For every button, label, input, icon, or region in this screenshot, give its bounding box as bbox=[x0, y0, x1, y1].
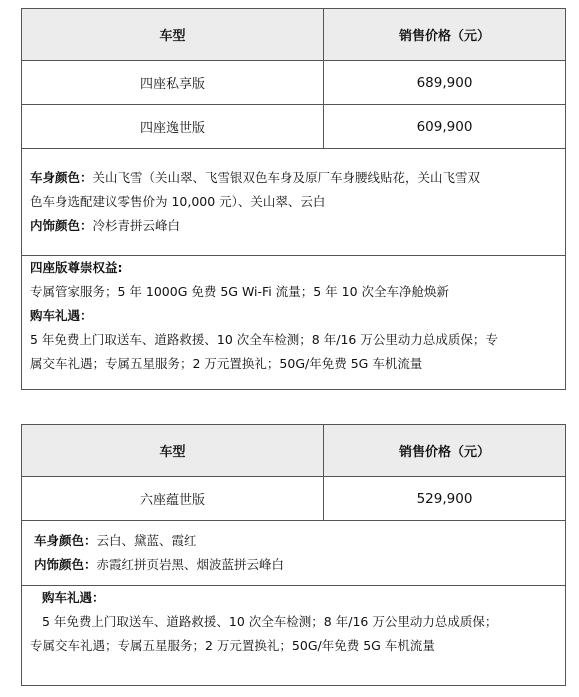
table-header-row bbox=[22, 9, 565, 61]
model-price: 689,900 bbox=[416, 74, 473, 91]
price-table-four-seat bbox=[21, 8, 566, 390]
model-name: 四座逸世版 bbox=[22, 105, 324, 148]
gift-line: 5 年免费上门取送车、道路救援、10 次全车检测；8 年/16 万公里动力总成质保； bbox=[42, 614, 498, 629]
table-row bbox=[22, 61, 565, 105]
table-header-row bbox=[22, 425, 565, 477]
header-model: 车型 bbox=[22, 9, 324, 60]
interior-color-value: 冷杉青拼云峰白 bbox=[92, 218, 181, 233]
table-row bbox=[22, 477, 565, 521]
model-name: 六座蕴世版 bbox=[22, 477, 324, 520]
header-model: 车型 bbox=[22, 425, 324, 476]
color-info-row bbox=[22, 149, 565, 256]
color-info bbox=[22, 166, 565, 238]
header-price: 销售价格（元） bbox=[324, 9, 565, 60]
interior-color-label: 内饰颜色： bbox=[30, 218, 93, 233]
color-info-row bbox=[22, 521, 565, 586]
gift-label: 购车礼遇： bbox=[30, 308, 93, 323]
benefits-row bbox=[22, 256, 565, 376]
gift-line: 属交车礼遇；专属五星服务；2 万元置换礼；50G/年免费 5G 车机流量 bbox=[30, 356, 423, 371]
exterior-color-value: 云白、黛蓝、霞红 bbox=[96, 533, 197, 548]
header-price: 销售价格（元） bbox=[324, 425, 565, 476]
gift-line: 专属交车礼遇；专属五星服务；2 万元置换礼；50G/年免费 5G 车机流量 bbox=[30, 638, 435, 653]
model-price: 609,900 bbox=[416, 118, 473, 135]
color-info bbox=[22, 529, 565, 577]
gifts-row bbox=[22, 586, 565, 658]
interior-color-value: 赤霞红拼页岩黑、烟波蓝拼云峰白 bbox=[96, 557, 285, 572]
model-name: 四座私享版 bbox=[22, 61, 324, 104]
gift-label: 购车礼遇： bbox=[42, 590, 105, 605]
exterior-color-label: 车身颜色： bbox=[30, 170, 93, 185]
interior-color-label: 内饰颜色： bbox=[34, 557, 97, 572]
benefits-title: 四座版尊崇权益: bbox=[30, 260, 123, 275]
benefits-line: 专属管家服务；5 年 1000G 免费 5G Wi-Fi 流量；5 年 10 次全车净舱焕新 bbox=[30, 284, 450, 299]
exterior-color-label: 车身颜色： bbox=[34, 533, 97, 548]
exterior-color-value: 关山飞雪（关山翠、飞雪银双色车身及原厂车身腰线贴花，关山飞雪双 bbox=[92, 170, 481, 185]
gift-line: 5 年免费上门取送车、道路救援、10 次全车检测；8 年/16 万公里动力总成质保；专 bbox=[30, 332, 498, 347]
table-row bbox=[22, 105, 565, 149]
price-table-six-seat bbox=[21, 424, 566, 686]
gifts-info bbox=[22, 586, 565, 658]
model-price: 529,900 bbox=[416, 490, 473, 507]
exterior-color-value-cont: 色车身选配建议零售价为 10,000 元）、关山翠、云白 bbox=[30, 194, 326, 209]
benefits-info bbox=[22, 256, 565, 376]
